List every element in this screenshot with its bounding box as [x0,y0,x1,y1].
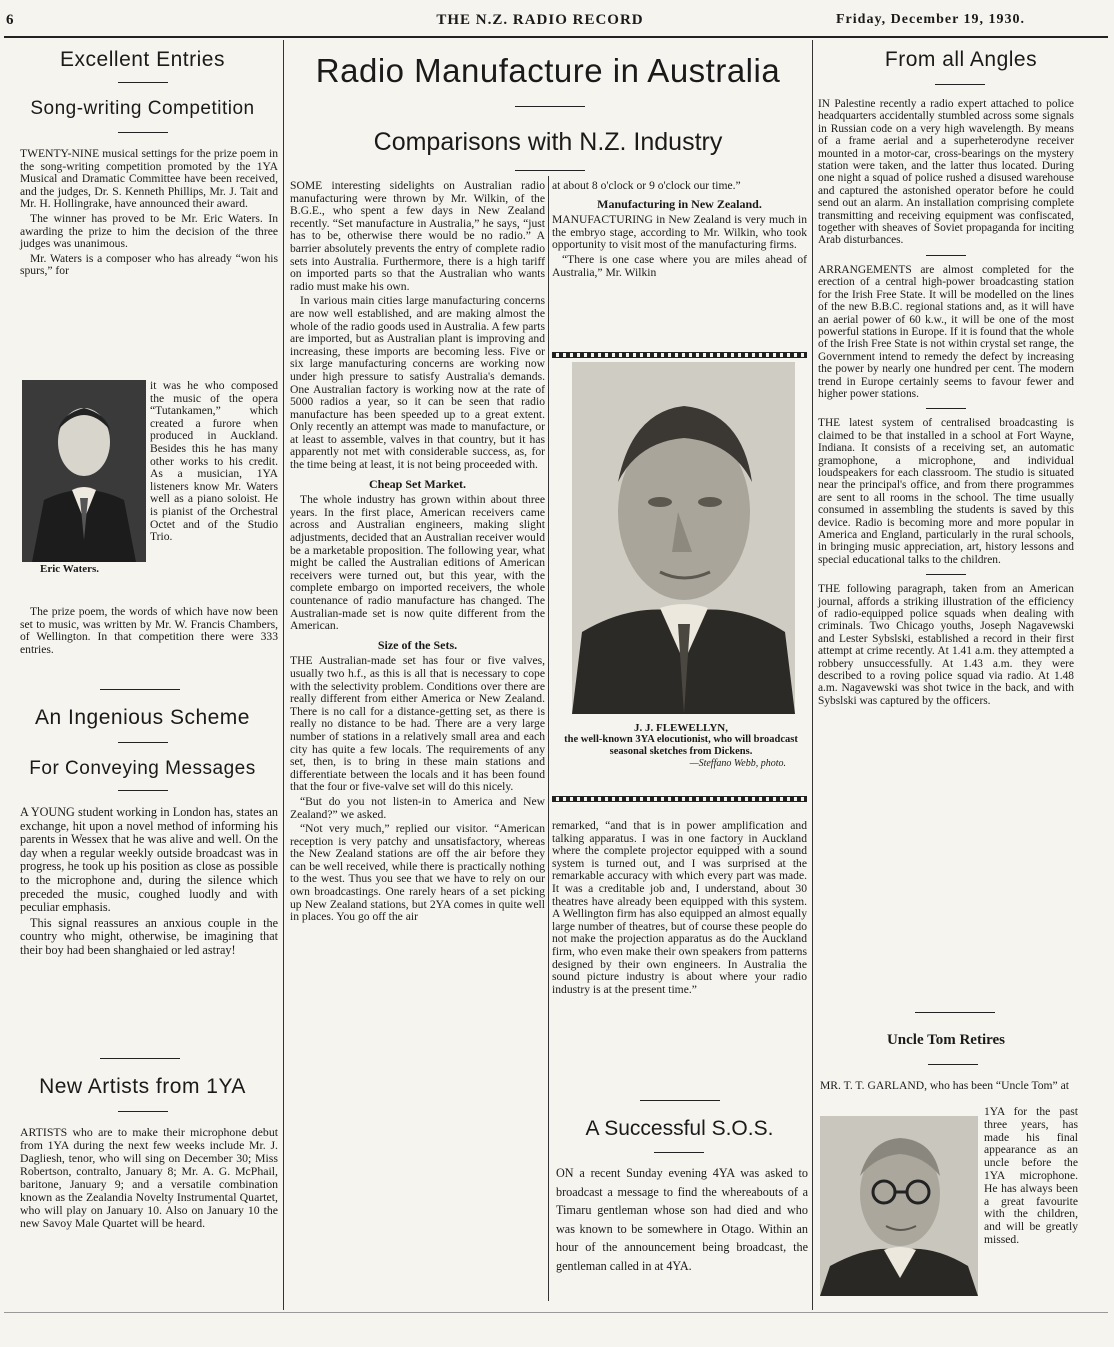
eric-waters-text [150,380,278,546]
new-artists-article [20,1126,278,1232]
divider [928,1064,978,1065]
paragraph: “Not very much,” replied our visitor. “American reception is very patchy and unsatisfactory, whereas the New Zealand stations are off the air before they can be well received, while there is practically nothing to the west. Thus you see that we have to rely on our own broadcastings. One rarely hears of a set picking up New Zealand stations, but 2YA comes in quite well in places. You go off the air [290,822,545,924]
header-rule [4,36,1108,38]
paragraph: IN Palestine recently a radio expert attached to police headquarters accidentally stumbled across some signals in Russian code on a very high wavelength. By means of a frame aerial and a superheterodyne receiver mounted in a motor-car, cross-bearings on the mystery station were taken, and the latter thus located. During one night a squad of police rushed a disused warehouse and captured the astonished operator before he could send out an alarm. An installation comprising complete transmitting and receiving equipment was confiscated, together with sheaves of Soviet propaganda for inciting Arab disturbances. [818,98,1074,247]
caption-name: J. J. FLEWELLYN, [633,722,729,734]
paragraph: THE Australian-made set has four or five valves, usually two h.f., as this is all that is necessary to cope with the selectivity problem. Conditions over there are really different from either America or New Zealand. There is no call for a distance-getting set, as there is really no distance to be had. There are a very large number of stations in a relatively small area and each city has quite a few locals. The requirements of any set, then, is to bring in these main stations and differentiate between the locals and it has been found that the four or five-valve set will do this nicely. [290,654,545,794]
paragraph: In various main cities large manufacturing concerns are now well established, and are making almost the whole of the radio goods used in Australia. A few parts are imported, but as Australian plant is improving and increasing, these imports are becoming less. Five or six large manufacturing concerns are working now under high pressure to satisfy Australia's demands. One Australian factory is working now at the rate of 5000 radios a year, so it can be seen that radio manufacture has been speeded up to a great extent. Only recently an attempt was made to manufacture, or at least to assemble, valves in that country, but it has apparently not met with considerable success, as, for the time being at least, it is not being proceeded with. [290,294,545,472]
divider [118,790,168,791]
portrait-eric-waters [22,380,146,562]
divider [654,1152,704,1153]
main-subtitle: Comparisons with N.Z. Industry [373,128,723,156]
heading-uncle-tom-retires: Uncle Tom Retires [886,1032,1006,1048]
divider [100,1058,180,1059]
paragraph: The prize poem, the words of which have now been set to music, was written by Mr. W. Francis Chambers, of Wellington. In that competition there were 333 entries. [20,605,278,656]
heading-new-artists: New Artists from 1YA [39,1075,246,1098]
flewellyn-caption [556,722,806,770]
from-all-angles-text [818,98,1074,709]
subheading-size-of-sets: Size of the Sets. [377,637,458,652]
caption-description: the well-known 3YA elocutionist, who will broadcast seasonal sketches from Dickens. [564,734,798,757]
column-rule-2 [812,40,813,1310]
ingenious-scheme-article [20,806,278,960]
paragraph: MR. T. T. GARLAND, who has been “Uncle Tom” at [820,1079,1069,1092]
paragraph: “There is one case where you are miles ahead of Australia,” Mr. Wilkin [552,252,807,279]
paragraph: 1YA for the past three years, has made his final appearance as an uncle before the 1YA microphone. He has always been a great favourite with the children, and will be greatly missed. [984,1105,1078,1246]
paragraph: remarked, “and that is in power amplification and talking apparatus. I was in one factory in Auckland where the complete projector equipped with a sound system is turned out, and I was surprised at the remarkable accuracy with which every part was made. It was a creditable job and, I understand, about 30 theatres have already been equipped with this system. A Wellington firm has also equipped an almost equally large number of theatres, but of course these people do not make the projection apparatus as do the Auckland firm, who even make their own speakers from patterns designed by their own engineers. In Australia the sound picture industry is about where your radio industry is at the present time.” [552,819,807,996]
paragraph: THE latest system of centralised broadcasting is claimed to be that installed in a school at Fort Wayne, Indiana. It consists of a receiving set, an automatic gramophone, a microphone, and individual loudspeakers for each classroom. The studio is situated near the principal's office, and from there programmes are sent to all rooms in the school. The time usually consumed in assembling the students is saved by this device. Radio is becoming more and more popular in America and England, particularly in the rural schools, in bringing music appreciation, art, history lessons and special educational talks to the children. [818,417,1074,566]
paragraph: SOME interesting sidelights on Australian radio manufacturing were thrown by Mr. Wilkin, of the B.G.E., who spent a few days in New Zealand recently. “Set manufacture in Australia,” he says, “just has to be, otherwise there would be no radio.” A barrier absolutely prevents the entry of complete radio sets into Australia. Furthermore, there is a high tariff on imported parts so that the Australian who wants radio must make his own. [290,179,545,293]
portrait-garland [820,1116,978,1296]
paragraph: This signal reassures an anxious couple in the country who might, otherwise, be imagining that their boy had been shanghaied or led astray! [20,915,278,957]
main-column-2 [290,180,545,926]
paragraph: TWENTY-NINE musical settings for the prize poem in the song-writing competition promoted by the 1YA Musical and Dramatic Committee have been received, and the judges, Dr. S. Kenneth Phillips, Mr. J. Tait and Mr. H. Hollingrake, have announced their award. [20,147,278,211]
divider [118,82,168,83]
portrait-flewellyn [572,362,795,714]
divider [926,574,966,575]
heading-from-all-angles: From all Angles [884,48,1038,71]
paragraph: ARRANGEMENTS are almost completed for the erection of a central high-power broadcasting station for the Irish Free State. It will be modelled on the lines of the new B.B.C. regional stations and, as it will have an aerial power of 60 k.w., it will be one of the most powerful stations in Europe. If it is found that the whole of the Irish Free State is not within crystal set range, the Government intend to remedy the defect by increasing the power by nearly one hundred per cent. The modern trend in Europe certainly seems to favour fewer and higher power stations. [818,263,1074,400]
subheading-cheap-set-market: Cheap Set Market. [369,476,466,491]
caption-credit: —Steffano Webb, photo. [689,758,786,769]
subheading-manufacturing-nz: Manufacturing in New Zealand. [597,196,762,211]
divider [100,689,180,690]
heading-song-writing: Song-writing Competition [30,98,255,119]
uncle-tom-intro [820,1080,1078,1095]
paragraph: THE following paragraph, taken from an American journal, affords a striking illustration of the efficiency of radio-equipped police squads when dealing with criminals. Two Chicago youths, Joseph Nagavewski and Lester Sybslski, established a record in their first attempt at crime recently. At 1.41 a.m. they attempted a robbery unsuccessfully. At 1.43 a.m. they were described to a roving police squad via radio. At 1.48 a.m. Nagavewski was shot twice in the back, and with Sybslski was captured by the officers. [818,583,1074,707]
paragraph: A YOUNG student working in London has, states an exchange, hit upon a novel method of informing his parents in Wessex that he was alive and well. On the day when a regular weekly outside broadcast was in progress, he took up his position as close as possible to the microphone and, during the silence which preceded the music, coughed luodly and with peculiar emphasis. [20,805,278,915]
page-number: 6 [6,12,15,28]
footer-rule [4,1312,1108,1313]
divider [915,1012,995,1013]
song-writing-article [20,148,278,280]
divider [935,84,985,85]
divider [118,1111,168,1112]
divider [118,742,168,743]
divider [515,170,585,171]
main-title: Radio Manufacture in Australia [315,52,781,89]
paragraph: The winner has proved to be Mr. Eric Waters. In awarding the prize to him the decision of the three judges was unanimous. [20,211,278,251]
paragraph: Mr. Waters is a composer who has already “won his spurs,” for [20,251,278,278]
heading-conveying-messages: For Conveying Messages [29,758,256,779]
paragraph: “But do you not listen-in to America and New Zealand?” we asked. [290,794,545,821]
decorative-rule [552,796,807,802]
uncle-tom-text [984,1106,1078,1249]
paragraph: MANUFACTURING in New Zealand is very much in the embryo stage, according to Mr. Wilkin, who took opportunity to visit most of the manufacturing firms. [552,213,807,252]
paragraph: The whole industry has grown within about three years. In the first place, American receivers came across and Australian engineers, making slight adjustments, decided that an Australian receiver would be a marketable proposition. The following year, what might be called the Australian editions of American receivers were turned out, but this year, with the complete embargo on imported receivers, the whole countenance of radio manufacture has changed. The Australian-made set is now quite different from the American. [290,493,545,633]
heading-excellent-entries: Excellent Entries [60,48,225,71]
heading-ingenious-scheme: An Ingenious Scheme [35,706,250,729]
sos-article [556,1164,808,1277]
column-rule-inner [548,176,549,1301]
main-column-3-top [552,180,807,281]
heading-successful-sos: A Successful S.O.S. [585,1117,774,1140]
portrait-image [22,380,146,562]
column-rule-1 [283,40,284,1310]
divider [515,106,585,107]
divider [926,255,966,256]
divider [118,132,168,133]
prize-poem-text [20,606,278,658]
portrait-image [572,362,795,714]
issue-date: Friday, December 19, 1930. [836,12,1026,27]
masthead: THE N.Z. RADIO RECORD [436,12,644,28]
paragraph: at about 8 o'clock or 9 o'clock our time.” [552,179,741,192]
divider [640,1100,720,1101]
paragraph: it was he who composed the music of the opera “Tutankamen,” which created a furore when produced in Auckland. Besides this he has many other works to his credit. As a musician, 1YA listeners know Mr. Waters well as a piano soloist. He is pianist of the Orchestral Octet and of the Studio Trio. [150,379,278,544]
paragraph: ON a recent Sunday evening 4YA was asked to broadcast a message to find the whereabouts of a Timaru gentleman whose son had died and who was known to be somewhere in Otago. Within an hour of the announcement being broadcast, the gentleman called in at 4YA. [556,1166,808,1273]
portrait-image [820,1116,978,1296]
paragraph: ARTISTS who are to make their microphone debut from 1YA during the next few weeks include Mr. J. Dagliesh, tenor, who will sing on December 30; Miss Robertson, contralto, January 8; Mr. A. G. McPhail, baritone, January 9; and a versatile combination known as the Zealandia Novelty Instrumental Quartet, who will play on January 10. Also on January 10 the new Savoy Male Quartet will be heard. [20,1125,278,1230]
decorative-rule [552,352,807,358]
main-column-3-bottom [552,820,807,998]
divider [926,408,966,409]
photo-caption-eric-waters: Eric Waters. [40,563,100,575]
